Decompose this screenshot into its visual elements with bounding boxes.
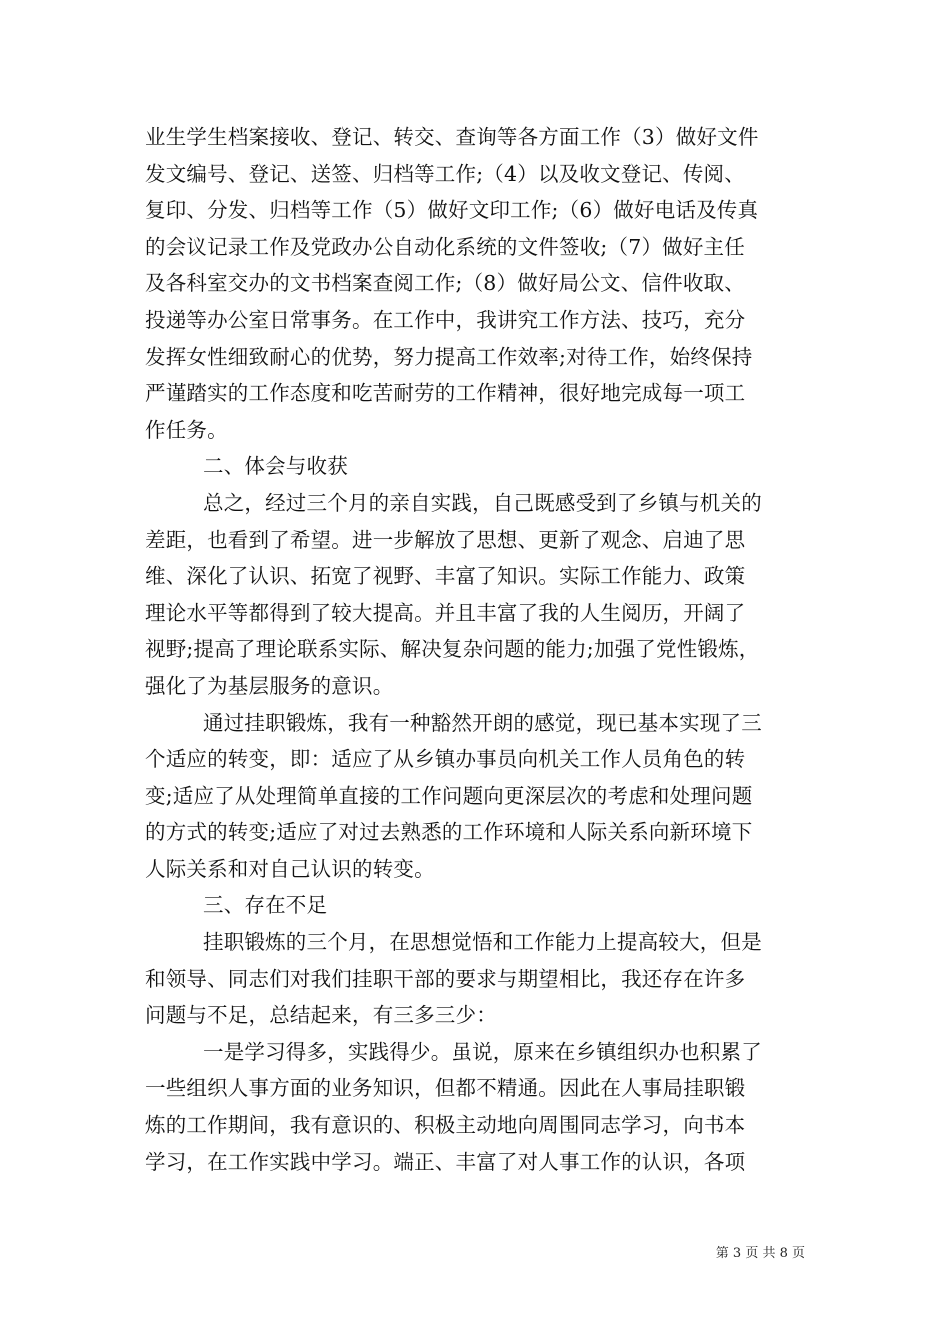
text-line: 复印、分发、归档等工作（5）做好文印工作;（6）做好电话及传真 (145, 198, 759, 223)
text-line: 发挥女性细致耐心的优势，努力提高工作效率;对待工作，始终保持 (145, 344, 753, 369)
document-body (145, 119, 810, 1180)
text-line: 个适应的转变，即：适应了从乡镇办事员向机关工作人员角色的转 (145, 747, 746, 772)
text-line: 投递等办公室日常事务。在工作中，我讲究工作方法、技巧，充分 (145, 307, 746, 332)
paragraph-first-line: 一是学习得多，实践得少。虽说，原来在乡镇组织办也积累了 (203, 1039, 762, 1064)
text-line: 理论水平等都得到了较大提高。并且丰富了我的人生阅历，开阔了 (145, 600, 746, 625)
text-line: 发文编号、登记、送签、归档等工作;（4）以及收文登记、传阅、 (145, 161, 745, 186)
paragraph-first-line: 二、体会与收获 (203, 454, 348, 479)
text-line: 的方式的转变;适应了对过去熟悉的工作环境和人际关系向新环境下 (145, 820, 753, 845)
text-line: 和领导、同志们对我们挂职干部的要求与期望相比，我还存在许多 (145, 966, 746, 991)
text-line: 学习，在工作实践中学习。端正、丰富了对人事工作的认识，各项 (145, 1149, 746, 1174)
text-line: 变;适应了从处理简单直接的工作问题向更深层次的考虑和处理问题 (145, 783, 753, 808)
text-line: 严谨踏实的工作态度和吃苦耐劳的工作精神，很好地完成每一项工 (145, 381, 746, 406)
text-line: 炼的工作期间，我有意识的、积极主动地向周围同志学习，向书本 (145, 1113, 746, 1138)
text-line: 维、深化了认识、拓宽了视野、丰富了知识。实际工作能力、政策 (145, 564, 746, 589)
text-line: 问题与不足，总结起来，有三多三少： (145, 1003, 497, 1028)
text-line: 及各科室交办的文书档案查阅工作;（8）做好局公文、信件收取、 (145, 271, 745, 296)
text-line: 的会议记录工作及党政办公自动化系统的文件签收;（7）做好主任 (145, 234, 745, 259)
paragraph-first-line: 通过挂职锻炼，我有一种豁然开朗的感觉，现已基本实现了三 (203, 710, 762, 735)
paragraph-first-line: 三、存在不足 (203, 893, 328, 918)
text-line: 强化了为基层服务的意识。 (145, 673, 394, 698)
page-number-footer: 第 3 页 共 8 页 (715, 1246, 805, 1261)
paragraph-first-line: 挂职锻炼的三个月，在思想觉悟和工作能力上提高较大，但是 (203, 930, 762, 955)
paragraph-first-line: 总之，经过三个月的亲自实践，自己既感受到了乡镇与机关的 (203, 490, 762, 515)
text-line: 作任务。 (145, 417, 228, 442)
text-line: 业生学生档案接收、登记、转交、查询等各方面工作（3）做好文件 (145, 125, 759, 149)
text-line: 差距，也看到了希望。进一步解放了思想、更新了观念、启迪了思 (145, 527, 746, 552)
text-line: 一些组织人事方面的业务知识，但都不精通。因此在人事局挂职锻 (145, 1076, 746, 1101)
text-line: 视野;提高了理论联系实际、解决复杂问题的能力;加强了党性锻炼， (145, 637, 760, 662)
text-line: 人际关系和对自己认识的转变。 (145, 856, 435, 881)
